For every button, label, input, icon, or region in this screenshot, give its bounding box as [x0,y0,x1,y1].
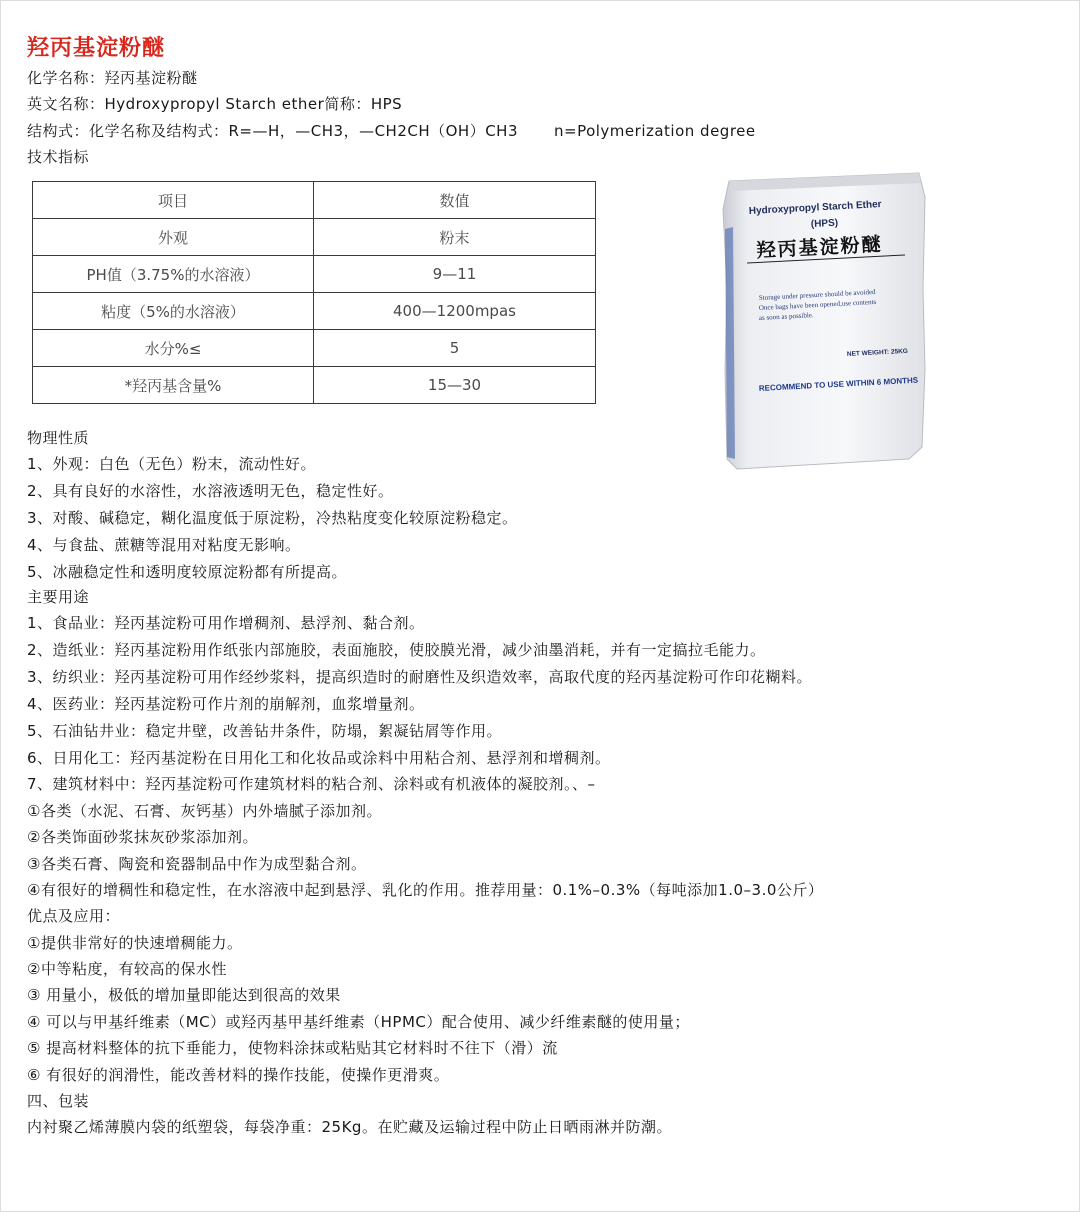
table-row [33,256,596,293]
structure-formula [27,121,756,141]
bag-note-2: Once bags have been opened,use contents [758,297,877,312]
list-item: ①提供非常好的快速增稠能力。 [27,934,243,952]
list-item: ③各类石膏、陶瓷和瓷器制品中作为成型黏合剂。 [27,855,367,873]
list-item: ②中等粘度，有较高的保水性 [27,960,227,978]
page-title: 羟丙基淀粉醚 [27,36,166,61]
list-item: 2、造纸业：羟丙基淀粉用作纸张内部施胶，表面施胶，使胶膜光滑，减少油墨消耗，并有一定搞拉毛能力。 [27,641,766,659]
bag-english-subtitle: (HPS) [810,217,839,230]
formula-text: 结构式：化学名称及结构式：R=—H，—CH3，—CH2CH（OH）CH3 [27,122,518,140]
list-item: 2、具有良好的水溶性，水溶液透明无色，稳定性好。 [27,482,394,500]
list-item: 4、与食盐、蔗糖等混用对粘度无影响。 [27,536,301,554]
table-row [33,293,596,330]
spec-item: 粘度（5%的水溶液） [33,293,314,330]
bag-note-3: as soon as possible. [758,311,814,322]
bag-net-weight: NET WEIGHT: 25KG [846,347,909,358]
tech-spec-heading: 技术指标 [27,148,90,166]
packaging-heading: 四、包装 [27,1092,90,1110]
spec-header-value: 数值 [314,182,596,219]
spec-value: 400—1200mpas [314,293,596,330]
list-item: 6、日用化工：羟丙基淀粉在日用化工和化妆品或涂料中用粘合剂、悬浮剂和增稠剂。 [27,749,611,767]
spec-value: 15—30 [314,367,596,404]
list-item: ③ 用量小，极低的增加量即能达到很高的效果 [27,986,341,1004]
bag-chinese-title: 羟丙基淀粉醚 [756,233,884,262]
list-item: 1、外观：白色（无色）粉末，流动性好。 [27,455,317,473]
list-item: 7、建筑材料中：羟丙基淀粉可作建筑材料的粘合剂、涂料或有机液体的凝胶剂。、– [27,775,596,793]
list-item: ④有很好的增稠性和稳定性，在水溶液中起到悬浮、乳化的作用。推荐用量：0.1%–0.3%（每吨添加1.0–3.0公斤） [27,881,824,899]
list-item: ⑥ 有很好的润滑性，能改善材料的操作技能，使操作更滑爽。 [27,1066,450,1084]
bag-note-1: Storage under pressure should be avoided [758,287,876,302]
english-name: 英文名称：Hydroxypropyl Starch ether简称：HPS [27,95,403,113]
list-item: ②各类饰面砂浆抹灰砂浆添加剂。 [27,828,258,846]
spec-item: *羟丙基含量% [33,367,314,404]
spec-table-header [33,182,596,219]
table-row [33,367,596,404]
spec-header-item: 项目 [33,182,314,219]
spec-value: 粉末 [314,219,596,256]
product-bag-image [719,169,929,474]
spec-table [32,181,596,404]
spec-value: 9—11 [314,256,596,293]
spec-item: 水分%≤ [33,330,314,367]
polymerization-note: n=Polymerization degree [554,122,756,140]
spec-item: PH值（3.75%的水溶液） [33,256,314,293]
bag-illustration [719,169,929,474]
physical-heading: 物理性质 [27,429,90,447]
bag-english-title: Hydroxypropyl Starch Ether [748,199,882,217]
uses-heading: 主要用途 [27,588,90,606]
list-item: 3、对酸、碱稳定，糊化温度低于原淀粉，冷热粘度变化较原淀粉稳定。 [27,509,518,527]
advantages-heading: 优点及应用： [27,907,121,925]
list-item: 5、石油钻井业：稳定井壁，改善钻井条件，防塌，絮凝钻屑等作用。 [27,722,503,740]
list-item: ⑤ 提高材料整体的抗下垂能力，使物料涂抹或粘贴其它材料时不往下（滑）流 [27,1039,558,1057]
list-item: 1、食品业：羟丙基淀粉可用作增稠剂、悬浮剂、黏合剂。 [27,614,425,632]
list-item: 3、纺织业：羟丙基淀粉可用作经纱浆料，提高织造时的耐磨性及织造效率，高取代度的羟丙基淀粉可作印花糊料。 [27,668,813,686]
list-item: ①各类（水泥、石膏、灰钙基）内外墙腻子添加剂。 [27,802,382,820]
table-row [33,219,596,256]
table-row [33,330,596,367]
list-item: 5、冰融稳定性和透明度较原淀粉都有所提高。 [27,563,348,581]
spec-item: 外观 [33,219,314,256]
spec-value: 5 [314,330,596,367]
chemical-name: 化学名称：羟丙基淀粉醚 [27,69,198,87]
packaging-text: 内衬聚乙烯薄膜内袋的纸塑袋，每袋净重：25Kg。在贮藏及运输过程中防止日晒雨淋并防潮。 [27,1118,672,1136]
list-item: ④ 可以与甲基纤维素（MC）或羟丙基甲基纤维素（HPMC）配合使用、减少纤维素醚的使用量； [27,1013,690,1031]
bag-recommend: RECOMMEND TO USE WITHIN 6 MONTHS [758,375,919,393]
list-item: 4、医药业：羟丙基淀粉可作片剂的崩解剂，血浆增量剂。 [27,695,425,713]
